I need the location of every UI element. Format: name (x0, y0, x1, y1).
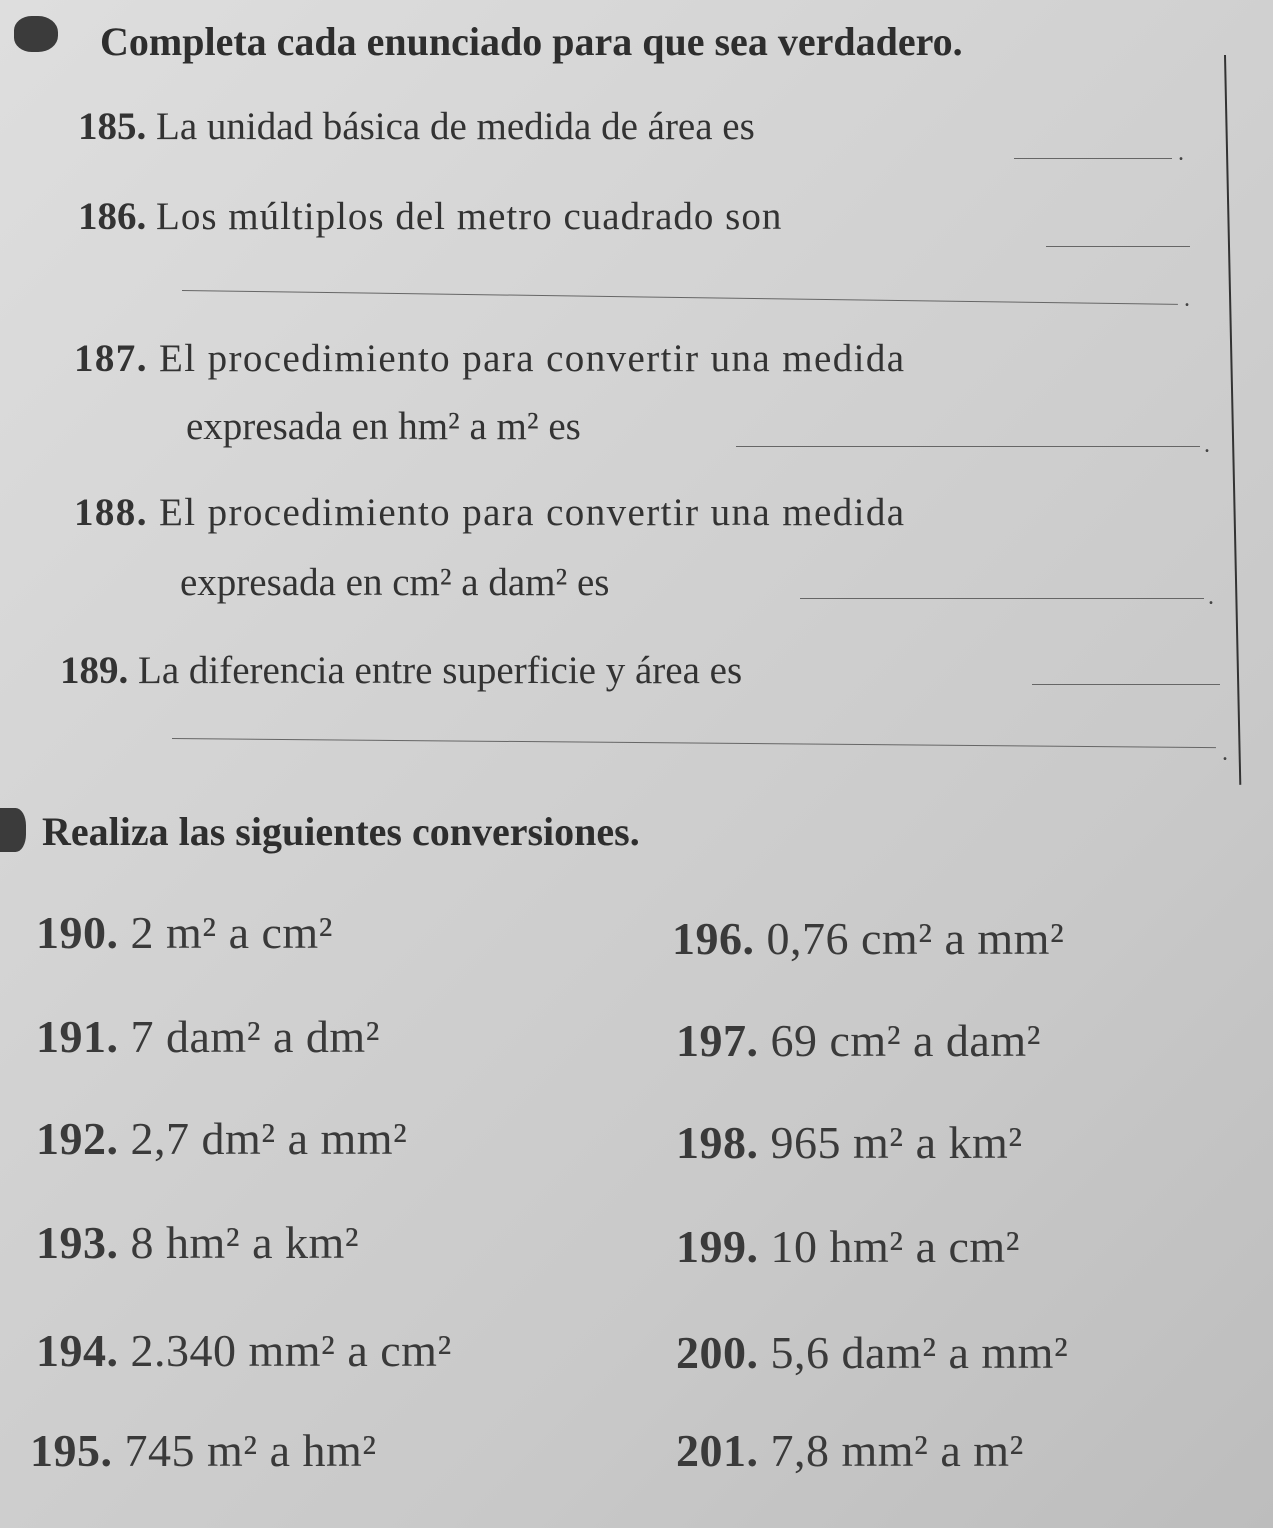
answer-blank-186a[interactable] (1046, 246, 1190, 247)
answer-blank-188[interactable] (800, 598, 1204, 599)
conversion-number: 191. (36, 1011, 119, 1062)
item-188 (74, 490, 905, 535)
conversion-191 (36, 1010, 380, 1063)
conversion-200 (676, 1326, 1068, 1379)
item-188-line2 (180, 560, 609, 605)
conversion-number: 199. (676, 1221, 759, 1272)
item-number: 188. (74, 491, 148, 534)
conversion-number: 193. (36, 1217, 119, 1268)
conversion-197 (676, 1014, 1041, 1067)
section1-instruction: Completa cada enunciado para que sea verdadero. (100, 19, 963, 64)
conversion-195 (30, 1424, 377, 1477)
item-period: . (1222, 740, 1228, 766)
conversion-193 (36, 1216, 359, 1269)
item-period: . (1178, 140, 1184, 166)
section-marker-icon (0, 808, 26, 852)
conversion-number: 198. (676, 1117, 759, 1168)
conversion-194 (36, 1324, 452, 1377)
item-186 (78, 194, 782, 239)
item-text-line1: El procedimiento para convertir una medida (159, 337, 906, 380)
answer-blank-189b[interactable] (172, 738, 1216, 748)
item-text: La unidad básica de medida de área es (156, 105, 755, 148)
conversion-196 (672, 912, 1064, 965)
conversion-expression: 5,6 dam² a mm² (770, 1327, 1069, 1378)
item-period: . (1204, 432, 1210, 458)
conversion-number: 192. (36, 1113, 119, 1164)
section2-instruction: Realiza las siguientes conversiones. (42, 809, 640, 854)
item-text-line2: expresada en cm² a dam² es (180, 561, 610, 604)
conversion-199 (676, 1220, 1020, 1273)
conversion-number: 194. (36, 1325, 119, 1376)
item-number: 186. (78, 195, 147, 238)
item-185 (78, 104, 755, 149)
conversion-192 (36, 1112, 407, 1165)
item-number: 189. (60, 649, 129, 692)
item-period: . (1184, 286, 1190, 312)
conversion-number: 196. (672, 913, 755, 964)
item-text-line2: expresada en hm² a m² es (186, 405, 581, 448)
conversion-number: 190. (36, 907, 119, 958)
conversion-expression: 745 m² a hm² (124, 1425, 377, 1476)
answer-blank-187[interactable] (736, 446, 1200, 447)
item-period: . (1208, 584, 1214, 610)
conversion-number: 200. (676, 1327, 759, 1378)
conversion-190 (36, 906, 333, 959)
item-187 (74, 336, 905, 381)
conversion-expression: 2.340 mm² a cm² (130, 1325, 452, 1376)
item-number: 187. (74, 337, 148, 380)
conversion-expression: 7 dam² a dm² (130, 1011, 380, 1062)
conversion-number: 197. (676, 1015, 759, 1066)
answer-blank-185[interactable] (1014, 158, 1172, 159)
item-text-line1: El procedimiento para convertir una medida (159, 491, 906, 534)
item-text: La diferencia entre superficie y área es (138, 649, 743, 692)
item-text: Los múltiplos del metro cuadrado son (156, 195, 783, 238)
conversion-expression: 69 cm² a dam² (770, 1015, 1041, 1066)
conversion-198 (676, 1116, 1023, 1169)
conversion-expression: 965 m² a km² (770, 1117, 1023, 1168)
conversion-201 (676, 1424, 1024, 1477)
item-189 (60, 648, 742, 693)
conversion-expression: 2,7 dm² a mm² (130, 1113, 408, 1164)
margin-rule (1224, 55, 1241, 785)
conversion-number: 195. (30, 1425, 113, 1476)
conversion-expression: 2 m² a cm² (130, 907, 333, 958)
conversion-expression: 0,76 cm² a mm² (766, 913, 1065, 964)
item-number: 185. (78, 105, 147, 148)
answer-blank-189a[interactable] (1032, 684, 1220, 685)
conversion-expression: 8 hm² a km² (130, 1217, 360, 1268)
conversion-number: 201. (676, 1425, 759, 1476)
answer-blank-186b[interactable] (182, 290, 1178, 305)
section-marker-icon (14, 16, 58, 52)
conversion-expression: 7,8 mm² a m² (770, 1425, 1024, 1476)
item-187-line2 (186, 404, 581, 449)
conversion-expression: 10 hm² a cm² (770, 1221, 1020, 1272)
